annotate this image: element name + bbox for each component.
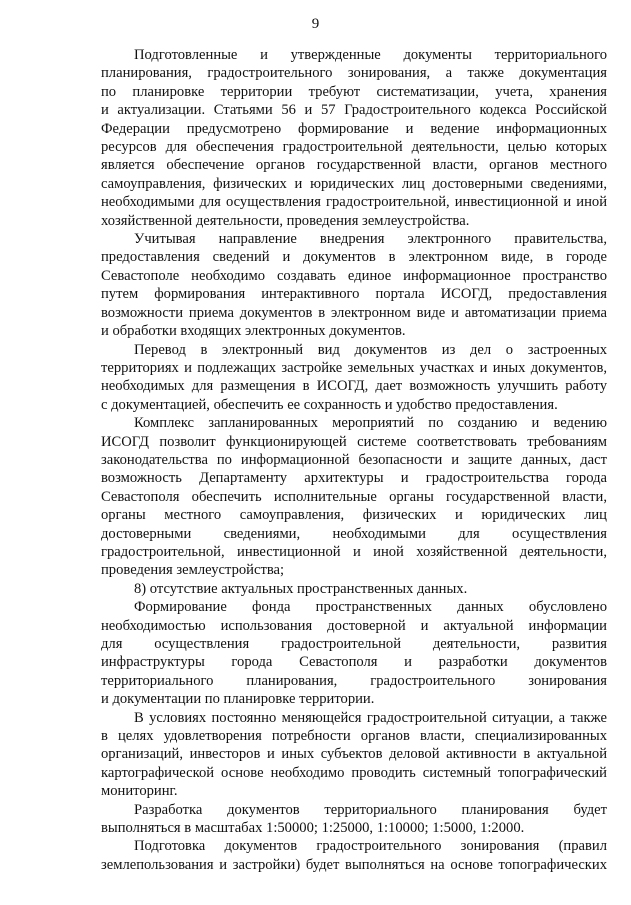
- text-line: организаций, инвесторов и иных субъектов деловой активности в актуальной: [101, 746, 607, 763]
- text-line: планирования, градостроительного зонирования, а также документация: [101, 65, 607, 82]
- text-line: картографической основе необходимо проводить системный топографический: [101, 764, 607, 781]
- text-line: Разработка документов территориального планирования будет: [134, 801, 607, 818]
- text-line: инфраструктуры города Севастополя и разработки документов: [101, 654, 607, 671]
- paragraph: [101, 46, 607, 230]
- text-line: ИСОГД позволит функционирующей системе соответствовать требованиям: [101, 433, 607, 450]
- text-line: предоставления сведений и документов в электронном виде, в городе: [101, 249, 607, 266]
- paragraph: [101, 598, 607, 708]
- text-line: необходимых для размещения в ИСОГД, дает возможность улучшить работу: [101, 378, 607, 395]
- paragraph: [101, 580, 607, 598]
- text-line: ресурсов для обеспечения градостроительной деятельности, целью которых: [101, 139, 607, 156]
- text-line: Подготовка документов градостроительного зонирования (правил: [134, 838, 607, 855]
- text-line: для осуществления градостроительной деятельности, развития: [101, 636, 607, 652]
- text-line: 8) отсутствие актуальных пространственных данных.: [134, 580, 468, 597]
- text-line: В условиях постоянно меняющейся градостроительной ситуации, а также: [134, 709, 607, 726]
- text-line: по планировке территории требуют систематизации, учета, хранения: [101, 83, 607, 100]
- text-line: и обработки входящих электронных документов.: [101, 323, 406, 340]
- text-line: Севастополя обеспечить исполнительные органы государственной власти,: [101, 488, 607, 505]
- text-line: Комплекс запланированных мероприятий по созданию и ведению: [134, 415, 607, 432]
- text-line: органы местного самоуправления, физических и юридических лиц: [101, 507, 607, 524]
- paragraph: [101, 801, 607, 838]
- page-number: 9: [311, 16, 320, 32]
- text-line: необходимостью использования достоверной и актуальной информации: [101, 617, 607, 634]
- text-line: хозяйственной деятельности, проведения землеустройства.: [101, 212, 470, 229]
- text-line: возможности приема документов в электронном виде и автоматизации приема: [101, 304, 607, 321]
- text-line: Федерации предусмотрено формирование и ведение информационных: [101, 120, 607, 137]
- text-line: достоверными сведениями, необходимыми для осуществления: [101, 525, 607, 542]
- paragraph: [101, 837, 607, 874]
- paragraph: [101, 414, 607, 580]
- text-line: Формирование фонда пространственных данных обусловлено: [134, 599, 607, 616]
- text-line: выполняться в масштабах 1:50000; 1:25000, 1:10000; 1:5000, 1:2000.: [101, 820, 525, 837]
- text-line: и документации по планировке территории.: [101, 691, 375, 708]
- text-line: землепользования и застройки) будет выполняться на основе топографических: [101, 856, 607, 873]
- text-line: с документацией, обеспечить ее сохранность и удобство предоставления.: [101, 396, 558, 413]
- text-line: в целях удовлетворения потребности органов власти, специализированных: [101, 728, 607, 745]
- text-line: территориях и подлежащих застройке земельных участках и иных документов,: [101, 359, 607, 376]
- paragraph: [101, 230, 607, 340]
- text-line: Подготовленные и утвержденные документы территориального: [134, 47, 607, 63]
- document-body: [101, 46, 607, 874]
- text-line: проведения землеустройства;: [101, 562, 285, 579]
- paragraph: [101, 341, 607, 415]
- text-line: является обеспечение органов государственной власти, органов местного: [101, 157, 607, 174]
- text-line: мониторинг.: [101, 783, 178, 800]
- text-line: самоуправления, физических и юридических лиц достоверными сведениями,: [101, 175, 607, 192]
- paragraph: [101, 709, 607, 801]
- text-line: путем формирования интерактивного портала ИСОГД, предоставления: [101, 286, 607, 303]
- text-line: законодательства по информационной безопасности и защите данных, даст: [101, 451, 607, 468]
- text-line: и актуализации. Статьями 56 и 57 Градостроительного кодекса Российской: [101, 102, 607, 119]
- text-line: территориального планирования, градостроительного зонирования: [101, 672, 607, 689]
- text-line: Перевод в электронный вид документов из дел о застроенных: [134, 341, 607, 358]
- text-line: Учитывая направление внедрения электронного правительства,: [134, 231, 607, 248]
- text-line: возможность Департаменту архитектуры и градостроительства города: [101, 470, 607, 487]
- text-line: градостроительной, инвестиционной и иной хозяйственной деятельности,: [101, 543, 607, 560]
- text-line: необходимыми для осуществления градостроительной, инвестиционной и иной: [101, 194, 607, 211]
- text-line: Севастополе необходимо создавать единое информационное пространство: [101, 267, 607, 284]
